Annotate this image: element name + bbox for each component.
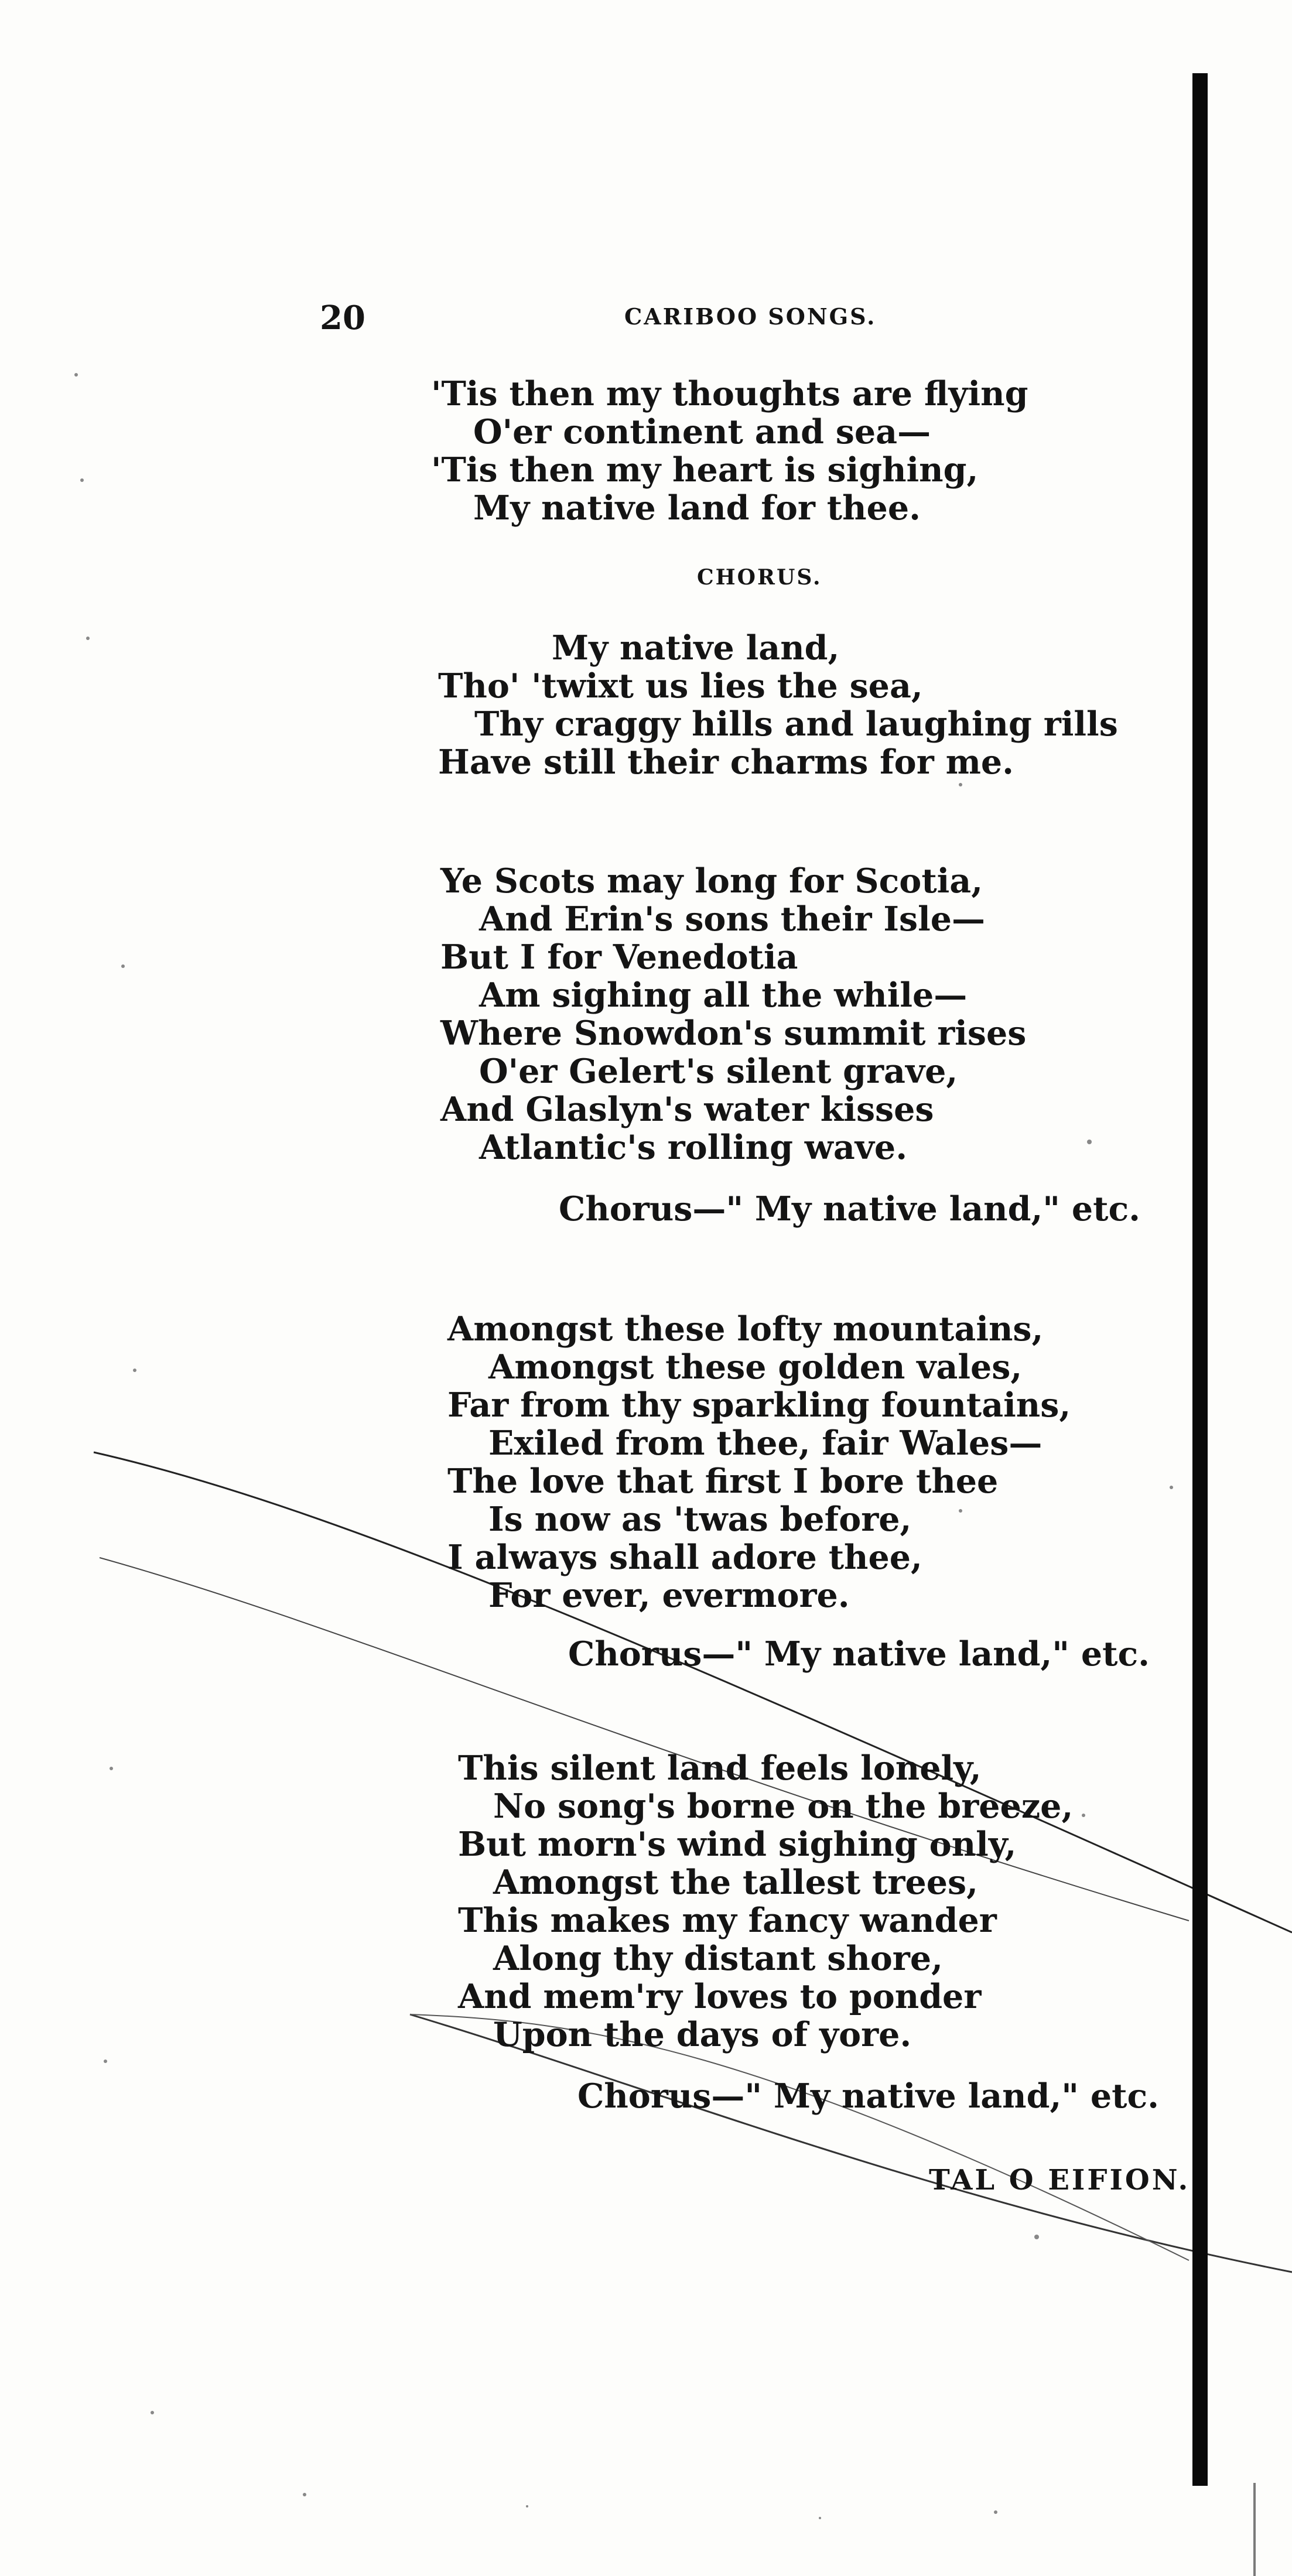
- running-title: CARIBOO SONGS.: [624, 303, 877, 330]
- verse-line: Far from thy sparkling fountains,: [447, 1386, 1071, 1425]
- chorus-line: Have still their charms for me.: [438, 743, 1014, 782]
- verse-line: This makes my fancy wander: [458, 1901, 997, 1940]
- verse-line: Where Snowdon's summit rises: [440, 1014, 1027, 1053]
- verse-line: O'er Gelert's silent grave,: [479, 1052, 958, 1091]
- chorus-heading: CHORUS.: [697, 565, 822, 590]
- chorus-line: My native land,: [552, 628, 840, 668]
- verse-line: 'Tis then my heart is sighing,: [431, 450, 979, 490]
- page-edge: [1253, 2483, 1256, 2576]
- verse-line: Am sighing all the while—: [479, 976, 968, 1015]
- chorus-refrain: Chorus—" My native land," etc.: [577, 2076, 1159, 2116]
- verse-line: Atlantic's rolling wave.: [479, 1128, 908, 1167]
- author-signature: TAL O EIFION.: [929, 2164, 1191, 2197]
- verse-line: Amongst these golden vales,: [488, 1347, 1023, 1387]
- verse-line: Amongst the tallest trees,: [493, 1863, 978, 1902]
- page-spine-shadow: [1192, 73, 1208, 2486]
- verse-line: But I for Venedotia: [440, 938, 798, 977]
- verse-line: But morn's wind sighing only,: [458, 1825, 1017, 1864]
- verse-line: And Glaslyn's water kisses: [440, 1090, 934, 1129]
- verse-line: Along thy distant shore,: [493, 1939, 943, 1978]
- verse-line: Ye Scots may long for Scotia,: [440, 861, 983, 901]
- verse-line: This silent land feels lonely,: [458, 1749, 982, 1788]
- verse-line: I always shall adore thee,: [447, 1538, 922, 1577]
- verse-line: No song's borne on the breeze,: [493, 1787, 1074, 1826]
- verse-line: O'er continent and sea—: [473, 412, 931, 451]
- page-number: 20: [320, 299, 365, 337]
- verse-line: Is now as 'twas before,: [488, 1500, 912, 1539]
- chorus-refrain: Chorus—" My native land," etc.: [568, 1634, 1150, 1674]
- verse-line: And mem'ry loves to ponder: [458, 1977, 982, 2016]
- verse-line: My native land for thee.: [473, 488, 921, 528]
- chorus-refrain: Chorus—" My native land," etc.: [559, 1189, 1140, 1229]
- verse-line: The love that first I bore thee: [447, 1462, 999, 1501]
- chorus-line: Tho' 'twixt us lies the sea,: [438, 666, 923, 706]
- verse-line: And Erin's sons their Isle—: [479, 899, 986, 939]
- chorus-line: Thy craggy hills and laughing rills: [474, 704, 1118, 744]
- verse-line: Amongst these lofty mountains,: [447, 1309, 1044, 1349]
- verse-line: Upon the days of yore.: [493, 2015, 912, 2054]
- verse-line: 'Tis then my thoughts are flying: [431, 374, 1028, 413]
- verse-line: For ever, evermore.: [488, 1576, 850, 1615]
- verse-line: Exiled from thee, fair Wales—: [488, 1424, 1043, 1463]
